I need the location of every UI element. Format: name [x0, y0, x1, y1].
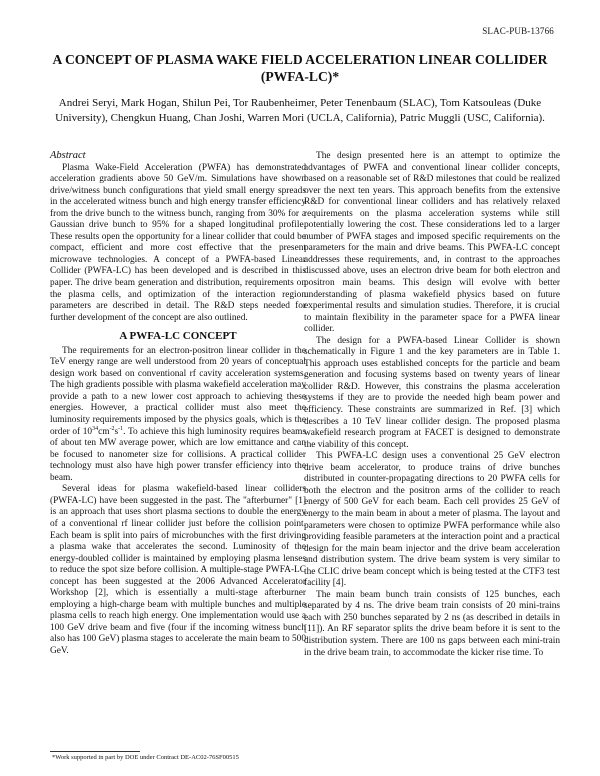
- paragraph-1-text: The requirements for an electron-positron linear collider in the TeV energy range are well understood from 20 years of conceptual design work based on conventional rf cavity acceleration systems. The high gradients possible with plasma wakefield acceleration may provide a path to a new lower cost approach to achieving these energies. However, a practical collider must also meet the luminosity requirements imposed by the physics goals, which is the order of 10: [50, 345, 306, 437]
- left-column: [50, 150, 306, 658]
- author-list: Andrei Seryi, Mark Hogan, Shilun Pei, Tor Raubenheimer, Peter Tenenbaum (SLAC), Tom Katsouleas (Duke University), Chengkun Huang, Chan Joshi, Warren Mori (UCLA, California), Patric Muggli (USC, California).: [55, 97, 545, 124]
- unit-cm: cm: [98, 426, 110, 437]
- paragraph-6: The main beam bunch train consists of 125 bunches, each separated by 4 ns. The drive beam train consists of 20 mini-trains each with 250 bunches separated by 2 ns (as described in details in [11]). An RF separator splits the drive beam before it is sent to the distribution system. There are 100 ns gaps between each mini-train in the drive beam train, to accommodate the kicker rise time. To: [304, 589, 560, 658]
- paragraph-1: [50, 346, 306, 485]
- paragraph-5: This PWFA-LC design uses a conventional 25 GeV electron drive beam accelerator, to produce trains of drive bunches distributed in counter-propagating directions to 20 PWFA cells for both the electron and the positron arms of the collider to reach energy of 500 GeV for each beam. Each cell provides 25 GeV of energy to the main beam in about a meter of plasma. The layout and parameters were chosen to optimize PWFA performance while also providing feasible parameters at the interaction point and a practical design for the main beam injector and the drive beam acceleration and distribution system. The drive beam system is very similar to the CLIC drive beam concept which is being tested at the CTF3 test facility [4].: [304, 451, 560, 589]
- paragraph-4: The design for a PWFA-based Linear Collider is shown schematically in Figure 1 and the key parameters are in Table 1. This approach uses established concepts for the particle and beam generation and focusing systems based on twenty years of linear collider R&D. However, this constrains the plasma acceleration systems if they are to provide the needed high beam power and efficiency. These constraints are summarized in Ref. [3] which describes a 10 TeV linear collider design. The proposed plasma wakefield research program at FACET is designed to demonstrate the viability of this concept.: [304, 335, 560, 450]
- abstract-text: Plasma Wake-Field Acceleration (PWFA) has demonstrated acceleration gradients above 50 GeV/m. Simulations have shown drive/witness bunch configurations that yield small energy spreads in the accelerated witness bunch and high energy transfer efficiency from the drive bunch to the witness bunch, ranging from 30% for a Gaussian drive bunch to 95% for a shaped longitudinal profile. These results open the opportunity for a linear collider that could be compact, efficient and more cost effective that the present microwave technologies. A concept of a PWFA-based Linear Collider (PWFA-LC) has been developed and is described in this paper. The drive beam generation and distribution, requirements on the plasma cells, and optimization of the interaction region parameters are described in detail. The R&D steps needed for further development of the concept are also outlined.: [50, 162, 306, 323]
- footnote: *Work supported in part by DOE under Contract DE-AC02-76SF00515: [52, 754, 239, 761]
- paragraph-3: The design presented here is an attempt to optimize the advantages of PWFA and conventional linear collider concepts, based on a reasonable set of R&D milestones that could be realized over the next ten years. This approach benefits from the extensive R&D for conventional linear colliders and has relatively relaxed requirements on the plasma acceleration systems while still potentially lowering the cost. These considerations led to a larger number of PWFA stages and imposed specific requirements on the parameters for the main and drive beams. This PWFA-LC concept addresses these requirements, and, in contrast to the approaches discussed above, uses an electron drive beam for both electron and positron main beams. This design will evolve with better understanding of plasma wakefield physics based on future experimental results and simulation studies. Therefore, it is crucial to maintain flexibility in the parameter space for a PWFA linear collider.: [304, 151, 560, 335]
- right-column: [304, 151, 560, 659]
- paragraph-2: Several ideas for plasma wakefield-based linear colliders (PWFA-LC) have been suggested in the past. The "afterburner" [1] is an approach that uses short plasma sections to double the energy of a conventional rf linear collider just before the collision point. Each beam is split into pairs of microbunches with the first driving a plasma wake that accelerates the second. Luminosity of the energy-doubled collider is maintained by employing plasma lenses to reduce the spot size before collision. A multiple-stage PWFA-LC concept has been suggested at the 2006 Advanced Accelerator Workshop [2], which is essentially a multi-stage afterburner employing a high-charge beam with multiple bunches and multiple plasma cells to reach high energy. One implementation would use a 100 GeV drive beam and five (four if the incoming witness bunch also has 100 GeV) plasma stages to accelerate the main beam to 500 GeV.: [50, 484, 306, 656]
- unit-s-exponent: -1: [118, 425, 124, 432]
- luminosity-exponent: 34: [92, 425, 99, 432]
- paragraph-1-text-end: . To achieve this high luminosity requires beams of about ten MW average power, which are low emittance and can be focused to nanometer size for collisions. A practical collider technology must also have high power transfer efficiency into the beam.: [50, 426, 306, 483]
- paper-title: A CONCEPT OF PLASMA WAKE FIELD ACCELERATION LINEAR COLLIDER (PWFA-LC)*: [52, 52, 548, 84]
- footnote-divider: [50, 751, 140, 752]
- unit-cm-exponent: -2: [109, 425, 115, 432]
- unit-s: s: [114, 426, 119, 437]
- abstract-heading: Abstract: [50, 150, 86, 161]
- report-id: SLAC-PUB-13766: [482, 26, 554, 36]
- section-heading: A PWFA-LC CONCEPT: [119, 330, 237, 343]
